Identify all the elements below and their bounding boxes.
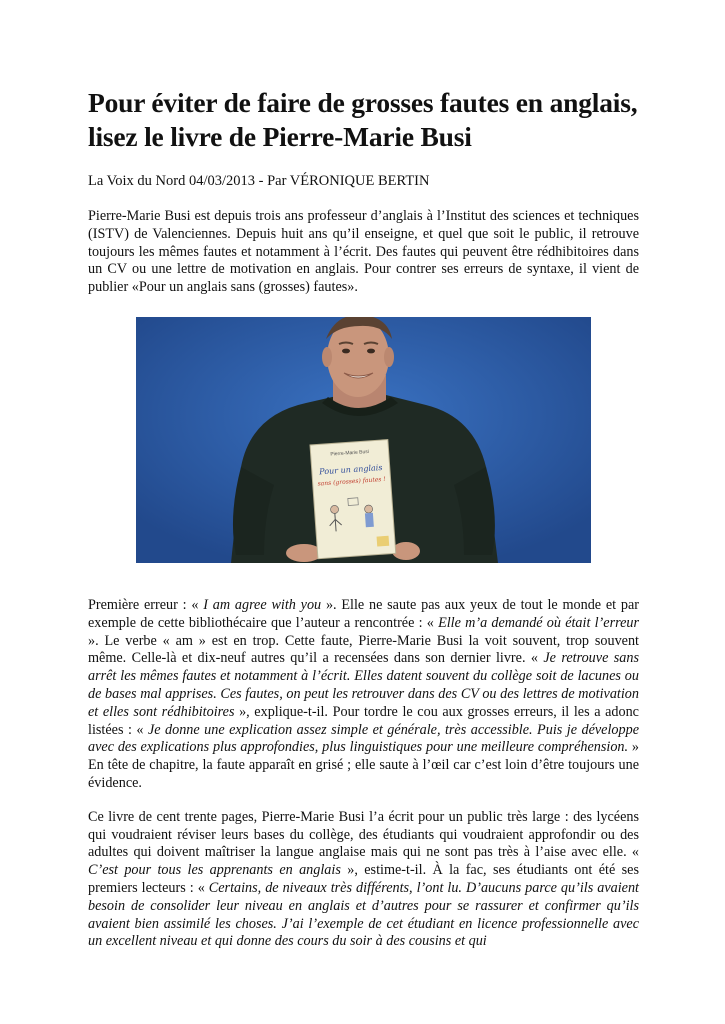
author-photo [136,317,591,563]
article-title: Pour éviter de faire de grosses fautes en anglais, lisez le livre de Pierre-Marie Busi [88,87,638,152]
book-title-line2: sans (grosses) fautes ! [317,475,386,488]
paragraph-audience: Ce livre de cent trente pages, Pierre-Marie Busi l’a écrit pour un public très large : des lycéens qui voudraient réviser leurs bases du collège, des étudiants qui voudraient approfondir ou des adultes qui doivent maîtriser la langue anglaise mais qui ne sont pas très à l’aise avec elle. « C’est pour tous les apprenants en anglais », estime-t-il. À la fac, ses étudiants ont été ses premiers lecteurs : « Certains, de niveaux très différents, l’ont lu. D’aucuns parce qu’ils avaient besoin de consolider leur niveau en anglais et d’autres pour se rassurer et confirmer qu’ils avaient bien assimilé les choses. J’ai l’exemple de cet étudiant en licence professionnelle avec un excellent niveau et qui donne des cours du soir à des cousins et qui [88,808,639,950]
book-author-label: Pierre-Marie Busi [330,448,370,458]
author-photo-illustration [136,317,591,563]
article-byline: La Voix du Nord 04/03/2013 - Par VÉRONIQUE BERTIN [88,173,430,189]
intro-paragraph: Pierre-Marie Busi est depuis trois ans professeur d’anglais à l’Institut des sciences et techniques (ISTV) de Valenciennes. Depuis huit ans qu’il enseigne, et quel que soit le public, il retrouve toujours les mêmes fautes et notamment à l’écrit. Des fautes qui peuvent être rédhibitoires dans un CV ou une lettre de motivation en anglais. Pour contrer ses erreurs de syntaxe, il vient de publier «Pour un anglais sans (grosses) fautes». [88,208,639,296]
book-title-line1: Pour un anglais [318,463,383,477]
article [88,86,639,951]
paragraph-first-error: Première erreur : « I am agree with you ». Elle ne saute pas aux yeux de tout le monde et par exemple de cette bibliothécaire que l’auteur a rencontrée : « Elle m’a demandé où était l’erreur ». Le verbe « am » est en trop. Cette faute, Pierre-Marie Busi la voit souvent, trop souvent même. Celle-là et dix-neuf autres qu’il a recensées dans son dernier livre. « Je retrouve sans arrêt les mêmes fautes et notamment à l’écrit. Elles datent souvent du collège soit de lacunes ou de bases mal apprises. Ces fautes, on peut les retrouver dans des CV ou des lettres de motivation et elles sont rédhibitoires », explique-t-il. Pour tordre le cou aux grosses erreurs, il les a adonc listées : « Je donne une explication assez simple et générale, très accessible. Puis je développe avec des explications plus approfondies, plus linguistiques pour une meilleure compréhension. » En tête de chapitre, la faute apparaît en grisé ; elle saute à l’œil car c’est loin d’être toujours une évidence. [88,596,640,791]
